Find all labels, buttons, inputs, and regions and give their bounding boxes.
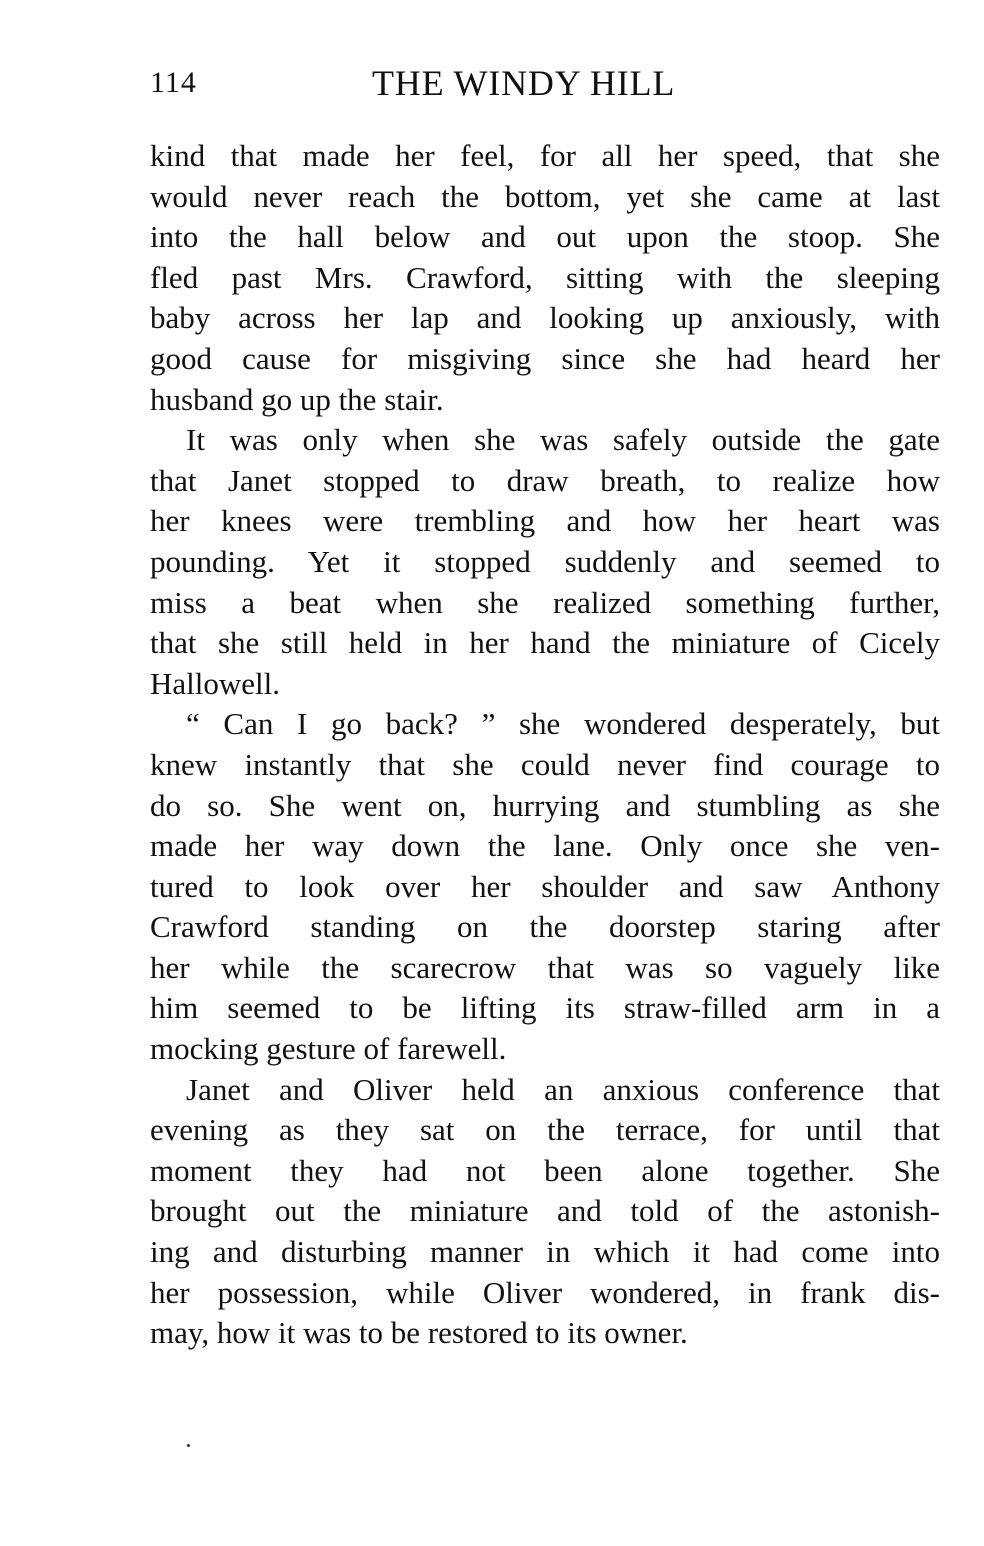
ink-speck	[187, 1444, 190, 1447]
text-line: her while the scarecrow that was so vaguely like	[150, 949, 940, 985]
running-head	[150, 62, 940, 110]
text-line: pounding. Yet it stopped suddenly and seemed to	[150, 543, 940, 579]
text-line: good cause for misgiving since she had heard her	[150, 340, 940, 376]
text-line: It was only when she was safely outside the gate	[186, 422, 940, 458]
text-line: baby across her lap and looking up anxiously, with	[150, 300, 940, 336]
text-line: may, how it was to be restored to its owner.	[150, 1315, 688, 1351]
text-line: mocking gesture of farewell.	[150, 1031, 507, 1067]
text-line: Hallowell.	[150, 665, 280, 701]
text-line: Crawford standing on the doorstep staring after	[150, 909, 940, 945]
book-title: THE WINDY HILL	[372, 63, 676, 103]
body-text	[150, 136, 940, 1354]
text-line: made her way down the lane. Only once she ven-	[150, 828, 940, 864]
text-line: would never reach the bottom, yet she came at last	[150, 178, 940, 214]
text-line: him seemed to be lifting its straw-filled arm in a	[150, 990, 940, 1026]
text-line: moment they had not been alone together. She	[150, 1152, 940, 1188]
text-line: that Janet stopped to draw breath, to realize how	[150, 462, 940, 498]
text-line: Janet and Oliver held an anxious conference that	[186, 1071, 940, 1107]
text-line: do so. She went on, hurrying and stumbling as she	[150, 787, 940, 823]
text-line: into the hall below and out upon the stoop. She	[150, 219, 940, 255]
text-line: knew instantly that she could never find courage to	[150, 746, 940, 782]
text-line: brought out the miniature and told of the astonish-	[150, 1193, 940, 1229]
text-line: kind that made her feel, for all her speed, that she	[150, 138, 940, 173]
text-line: miss a beat when she realized something further,	[150, 584, 940, 620]
text-line: ing and disturbing manner in which it had come into	[150, 1234, 940, 1270]
text-line: tured to look over her shoulder and saw Anthony	[150, 868, 940, 904]
text-line: that she still held in her hand the miniature of Cicely	[150, 625, 940, 661]
text-line: “ Can I go back? ” she wondered desperately, but	[186, 706, 940, 742]
text-line: husband go up the stair.	[150, 381, 444, 417]
text-line: fled past Mrs. Crawford, sitting with the sleeping	[150, 259, 940, 295]
text-line: her possession, while Oliver wondered, in frank dis-	[150, 1274, 940, 1310]
text-line: her knees were trembling and how her heart was	[150, 503, 940, 539]
page-number: 114	[150, 66, 197, 99]
text-line: evening as they sat on the terrace, for until that	[150, 1112, 940, 1148]
